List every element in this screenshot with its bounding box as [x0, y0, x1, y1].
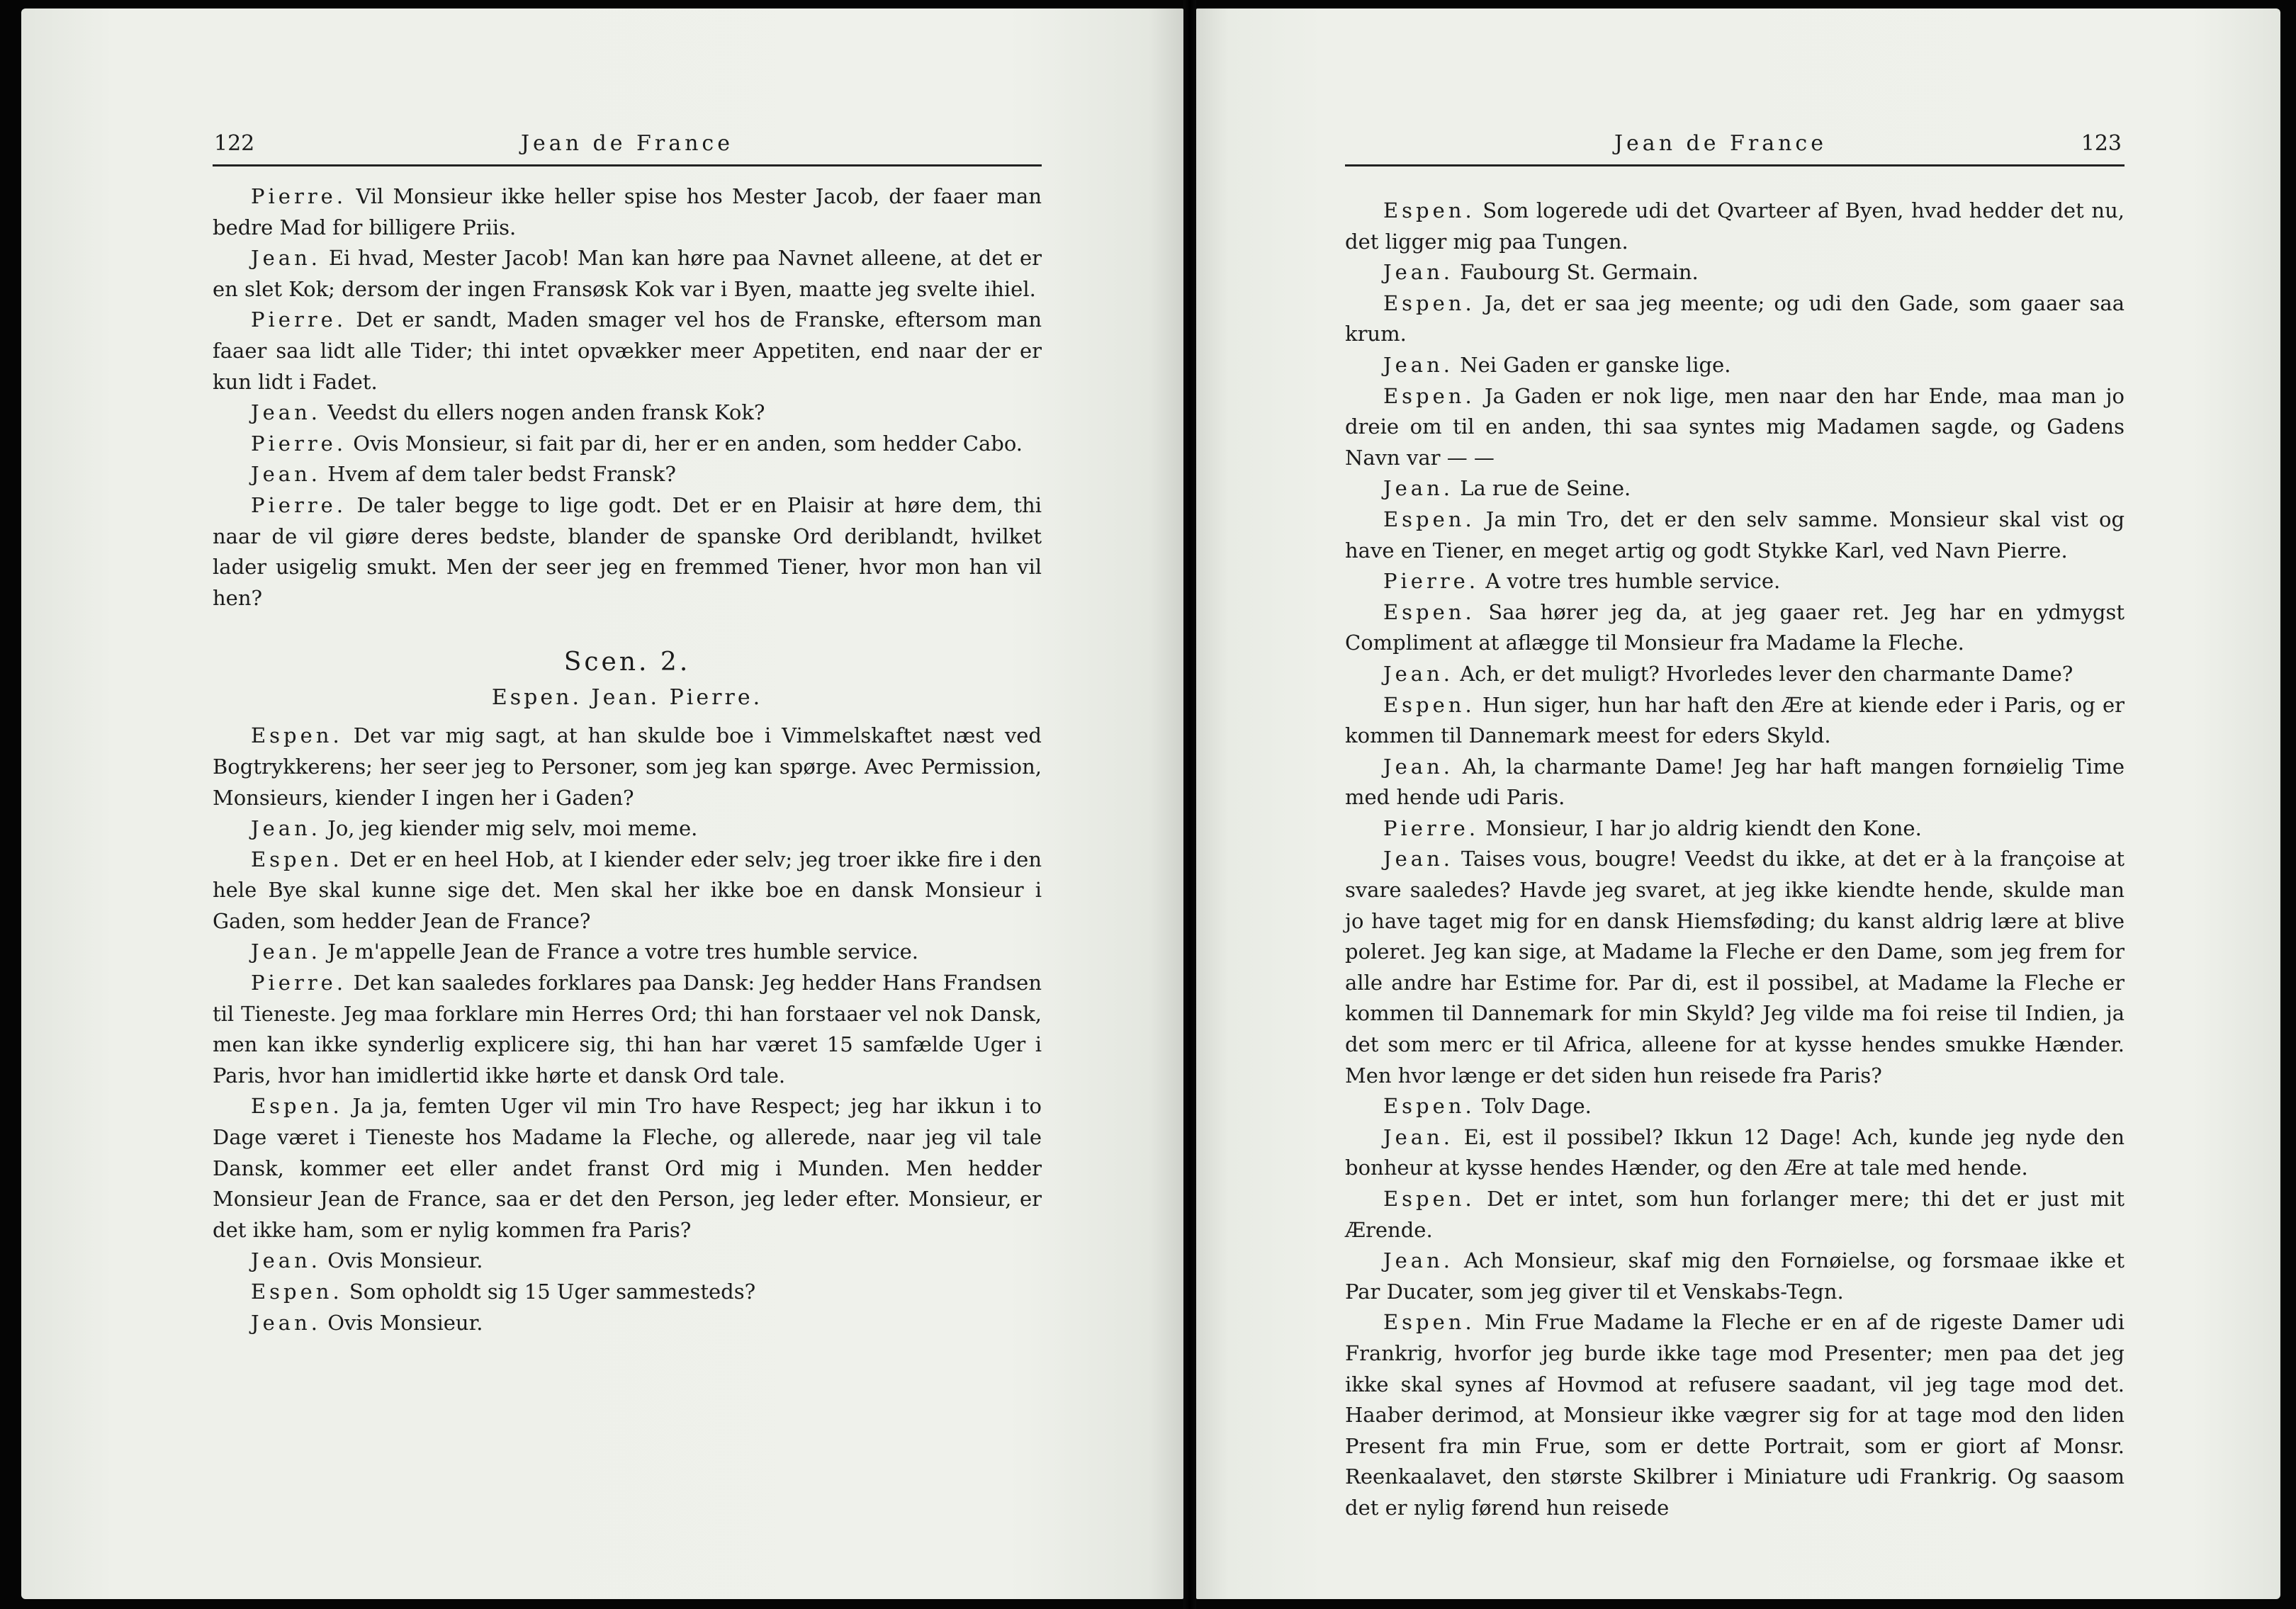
speaker-name: Espen. — [1383, 1310, 1475, 1335]
speaker-name: Pierre. — [251, 431, 347, 456]
dialogue-line — [213, 1246, 1042, 1277]
speaker-name: Pierre. — [1383, 569, 1480, 594]
speaker-name: Jean. — [1383, 1124, 1453, 1149]
dialogue-line — [213, 721, 1042, 813]
dialogue-text: Ja min Tro, det er den selv samme. Monsieur skal vist og have en Tiener, en meget artig og godt Stykke Karl, ved Navn Pierre. — [1345, 507, 2125, 563]
dialogue-text: Nei Gaden er ganske lige. — [1460, 352, 1731, 377]
speaker-name: Espen. — [1383, 1094, 1475, 1119]
speaker-name: Jean. — [1383, 260, 1453, 285]
dialogue-line — [213, 243, 1042, 305]
dialogue-text: Det er en heel Hob, at I kiender eder selv; jeg troer ikke fire i den hele Bye skal kunne sige det. Men skal her ikke boe en dansk Monsieur i Gaden, som hedder Jean de France? — [213, 847, 1042, 933]
speaker-name: Espen. — [251, 847, 343, 871]
right-page — [1196, 9, 2280, 1599]
speaker-name: Espen. — [1383, 1187, 1475, 1211]
running-head-left — [213, 122, 1042, 166]
dialogue-line — [213, 1308, 1042, 1339]
page-number: 123 — [2081, 131, 2122, 156]
speaker-name: Jean. — [251, 1248, 321, 1273]
dialogue-line — [213, 459, 1042, 490]
left-page — [21, 9, 1183, 1599]
speaker-name: Espen. — [251, 723, 343, 748]
dialogue-line — [1345, 752, 2125, 813]
left-page-text — [213, 181, 1042, 1338]
dialogue-line — [213, 181, 1042, 243]
dialogue-line — [1345, 350, 2125, 381]
dialogue-line — [213, 490, 1042, 614]
dialogue-line — [213, 305, 1042, 397]
dialogue-line — [1345, 597, 2125, 659]
speaker-name: Jean. — [251, 1310, 321, 1335]
speaker-name: Jean. — [251, 816, 321, 841]
dialogue-line — [1345, 1184, 2125, 1246]
dialogue-text: Ah, la charmante Dame! Jeg har haft mangen fornøielig Time med hende udi Paris. — [1345, 754, 2125, 810]
dialogue-text: Min Frue Madame la Fleche er en af de rigeste Damer udi Frankrig, hvorfor jeg burde ikke tage mod Presenter; men paa det jeg ikke skal synes af Hovmod at refusere saadant, vil jeg tage mod det. Haaber derimod, at Monsieur ikke vægrer sig for at tage mod den liden Present fra min Frue, som er dette Portrait, som er giort af Monsr. Reenkaalavet, den største Skilbrer i Miniature udi Frankrig. Og saasom det er nylig førend hun reisede — [1345, 1310, 2125, 1520]
speaker-name: Jean. — [251, 939, 321, 964]
speaker-name: Jean. — [1383, 754, 1453, 779]
speaker-name: Espen. — [1383, 290, 1475, 315]
speaker-name: Espen. — [1383, 599, 1475, 624]
dialogue-text: Ach, er det muligt? Hvorledes lever den charmante Dame? — [1460, 661, 2073, 686]
running-title: Jean de France — [521, 131, 733, 156]
dialogue-line — [213, 1277, 1042, 1308]
dialogue-text: Som logerede udi det Qvarteer af Byen, hvad hedder det nu, det ligger mig paa Tungen. — [1345, 198, 2125, 254]
dialogue-line — [213, 937, 1042, 968]
dialogue-text: A votre tres humble service. — [1485, 569, 1781, 594]
dialogue-text: Monsieur, I har jo aldrig kiendt den Kone. — [1485, 815, 1922, 840]
speaker-name: Pierre. — [251, 971, 347, 995]
speaker-name: Espen. — [251, 1280, 343, 1304]
dialogue-text: Taises vous, bougre! Veedst du ikke, at det er à la françoise at svare saaledes? Havde jeg svaret, at jeg ikke kiendte hende, skulde man jo have taget mig for en dansk Hiemsføding; du kanst aldrig lære at blive poleret. Jeg kan sige, at Madame la Fleche er den Dame, som jeg frem for alle andre har Estime for. Par di, est il possibel, at Madame la Fleche er kommen til Dannemark for min Skyld? Jeg vilde ma foi reise til Indien, ja det som merc er til Africa, alleene for at kysse hendes smukke Hænder. Men hvor længe er det siden hun reisede fra Paris? — [1345, 847, 2125, 1088]
speaker-name: Jean. — [251, 462, 321, 487]
dialogue-text: Hvem af dem taler bedst Fransk? — [327, 462, 676, 487]
speaker-name: Pierre. — [1383, 815, 1480, 840]
dialogue-line — [213, 845, 1042, 937]
dialogue-text: Vil Monsieur ikke heller spise hos Mester Jacob, der faaer man bedre Mad for billigere Priis. — [213, 184, 1042, 239]
dialogue-text: Det er sandt, Maden smager vel hos de Franske, eftersom man faaer saa lidt alle Tider; thi intet opvækker meer Appetiten, end naar der er kun lidt i Fadet. — [213, 307, 1042, 394]
speaker-name: Jean. — [1383, 847, 1453, 871]
speaker-name: Jean. — [251, 246, 321, 271]
dialogue-line — [1345, 566, 2125, 597]
dialogue-line — [213, 968, 1042, 1091]
dialogue-text: Ach Monsieur, skaf mig den Fornøielse, og forsmaae ikke et Par Ducater, som jeg giver til et Venskabs-Tegn. — [1345, 1248, 2125, 1304]
dialogue-line — [1345, 504, 2125, 566]
speaker-name: Espen. — [1383, 507, 1475, 531]
speaker-name: Jean. — [1383, 661, 1453, 686]
dialogue-text: Ja Gaden er nok lige, men naar den har Ende, maa man jo dreie om til en anden, thi saa syntes mig Madamen sagde, og Gadens Navn var — — — [1345, 383, 2125, 470]
dialogue-text: Det var mig sagt, at han skulde boe i Vimmelskaftet næst ved Bogtrykkerens; her seer jeg to Personer, som jeg kan spørge. Avec Permission, Monsieurs, kiender I ingen her i Gaden? — [213, 723, 1042, 810]
scene-cast: Espen. Jean. Pierre. — [491, 685, 763, 711]
dialogue-text: Je m'appelle Jean de France a votre tres humble service. — [327, 939, 918, 964]
dialogue-text: Det er intet, som hun forlanger mere; thi det er just mit Ærende. — [1345, 1187, 2125, 1242]
dialogue-line — [1345, 1246, 2125, 1307]
dialogue-text: Tolv Dage. — [1481, 1094, 1592, 1119]
dialogue-text: Ja, det er saa jeg meente; og udi den Gade, som gaaer saa krum. — [1345, 290, 2125, 346]
dialogue-text: Saa hører jeg da, at jeg gaaer ret. Jeg har en ydmygst Compliment at aflægge til Monsieur fra Madame la Fleche. — [1345, 599, 2125, 655]
speaker-name: Pierre. — [251, 307, 347, 332]
dialogue-line — [1345, 288, 2125, 350]
book-gutter — [1183, 0, 1196, 1609]
dialogue-text: Veedst du ellers nogen anden fransk Kok? — [327, 400, 765, 425]
dialogue-line — [1345, 196, 2125, 257]
speaker-name: Espen. — [251, 1094, 343, 1119]
dialogue-text: Jo, jeg kiender mig selv, moi meme. — [327, 816, 698, 841]
dialogue-block — [1345, 196, 2125, 1524]
dialogue-text: Ovis Monsieur. — [327, 1310, 483, 1335]
dialogue-text: Hun siger, hun har haft den Ære at kiende eder i Paris, og er kommen til Dannemark meest for eders Skyld. — [1345, 692, 2125, 748]
dialogue-text: La rue de Seine. — [1460, 476, 1631, 501]
speaker-name: Espen. — [1383, 692, 1475, 717]
dialogue-text: Ovis Monsieur. — [327, 1248, 483, 1273]
dialogue-line — [1345, 844, 2125, 1091]
dialogue-text: Ja ja, femten Uger vil min Tro have Respect; jeg har ikkun i to Dage været i Tieneste hos Madame la Fleche, og allerede, naar jeg vil tale Dansk, kommer eet eller andet franst Ord mig i Munden. Men hedder Monsieur Jean de France, saa er det den Person, jeg leder efter. Monsieur, er det ikke ham, som er nylig kommen fra Paris? — [213, 1094, 1042, 1242]
dialogue-block-after — [213, 721, 1042, 1338]
speaker-name: Jean. — [1383, 1248, 1453, 1273]
speaker-name: Jean. — [251, 400, 321, 425]
dialogue-line — [1345, 1307, 2125, 1523]
dialogue-line — [1345, 473, 2125, 504]
scene-heading: Scen. 2. — [563, 648, 691, 677]
dialogue-line — [213, 429, 1042, 460]
dialogue-line — [213, 397, 1042, 429]
dialogue-block-before — [213, 181, 1042, 614]
dialogue-line — [1345, 381, 2125, 474]
dialogue-line — [213, 1091, 1042, 1246]
dialogue-text: Ovis Monsieur, si fait par di, her er en anden, som hedder Cabo. — [353, 431, 1023, 456]
dialogue-line — [1345, 1091, 2125, 1122]
dialogue-line — [1345, 257, 2125, 288]
dialogue-line — [213, 813, 1042, 845]
speaker-name: Jean. — [1383, 476, 1453, 501]
dialogue-text: Ei, est il possibel? Ikkun 12 Dage! Ach, kunde jeg nyde den bonheur at kysse hendes Hænder, og den Ære at tale med hende. — [1345, 1124, 2125, 1180]
running-head-right — [1345, 122, 2125, 166]
dialogue-text: Faubourg St. Germain. — [1460, 260, 1699, 285]
dialogue-line — [1345, 659, 2125, 690]
page-number: 122 — [214, 131, 255, 156]
dialogue-text: Det kan saaledes forklares paa Dansk: Jeg hedder Hans Frandsen til Tieneste. Jeg maa forklare min Herres Ord; thi han forstaaer vel nok Dansk, men kan ikke synderlig explicere sig, thi han har været 15 samfælde Uger i Paris, hvor han imidlertid ikke hørte et dansk Ord tale. — [213, 971, 1042, 1088]
dialogue-text: Som opholdt sig 15 Uger sammesteds? — [349, 1280, 756, 1304]
speaker-name: Espen. — [1383, 383, 1475, 408]
speaker-name: Jean. — [1383, 352, 1453, 377]
right-page-text — [1345, 196, 2125, 1524]
speaker-name: Pierre. — [251, 492, 347, 517]
dialogue-line — [1345, 690, 2125, 752]
dialogue-line — [1345, 813, 2125, 845]
speaker-name: Espen. — [1383, 198, 1475, 222]
running-title: Jean de France — [1614, 131, 1827, 156]
dialogue-text: De taler begge to lige godt. Det er en Plaisir at høre dem, thi naar de vil giøre deres bedste, blander de spanske Ord deriblandt, hvilket lader usigelig smukt. Men der seer jeg en fremmed Tiener, hvor mon han vil hen? — [213, 492, 1042, 610]
dialogue-line — [1345, 1122, 2125, 1184]
speaker-name: Pierre. — [251, 184, 347, 208]
dialogue-text: Ei hvad, Mester Jacob! Man kan høre paa Navnet alleene, at det er en slet Kok; dersom der ingen Fransøsk Kok var i Byen, maatte jeg svelte ihiel. — [213, 246, 1042, 301]
